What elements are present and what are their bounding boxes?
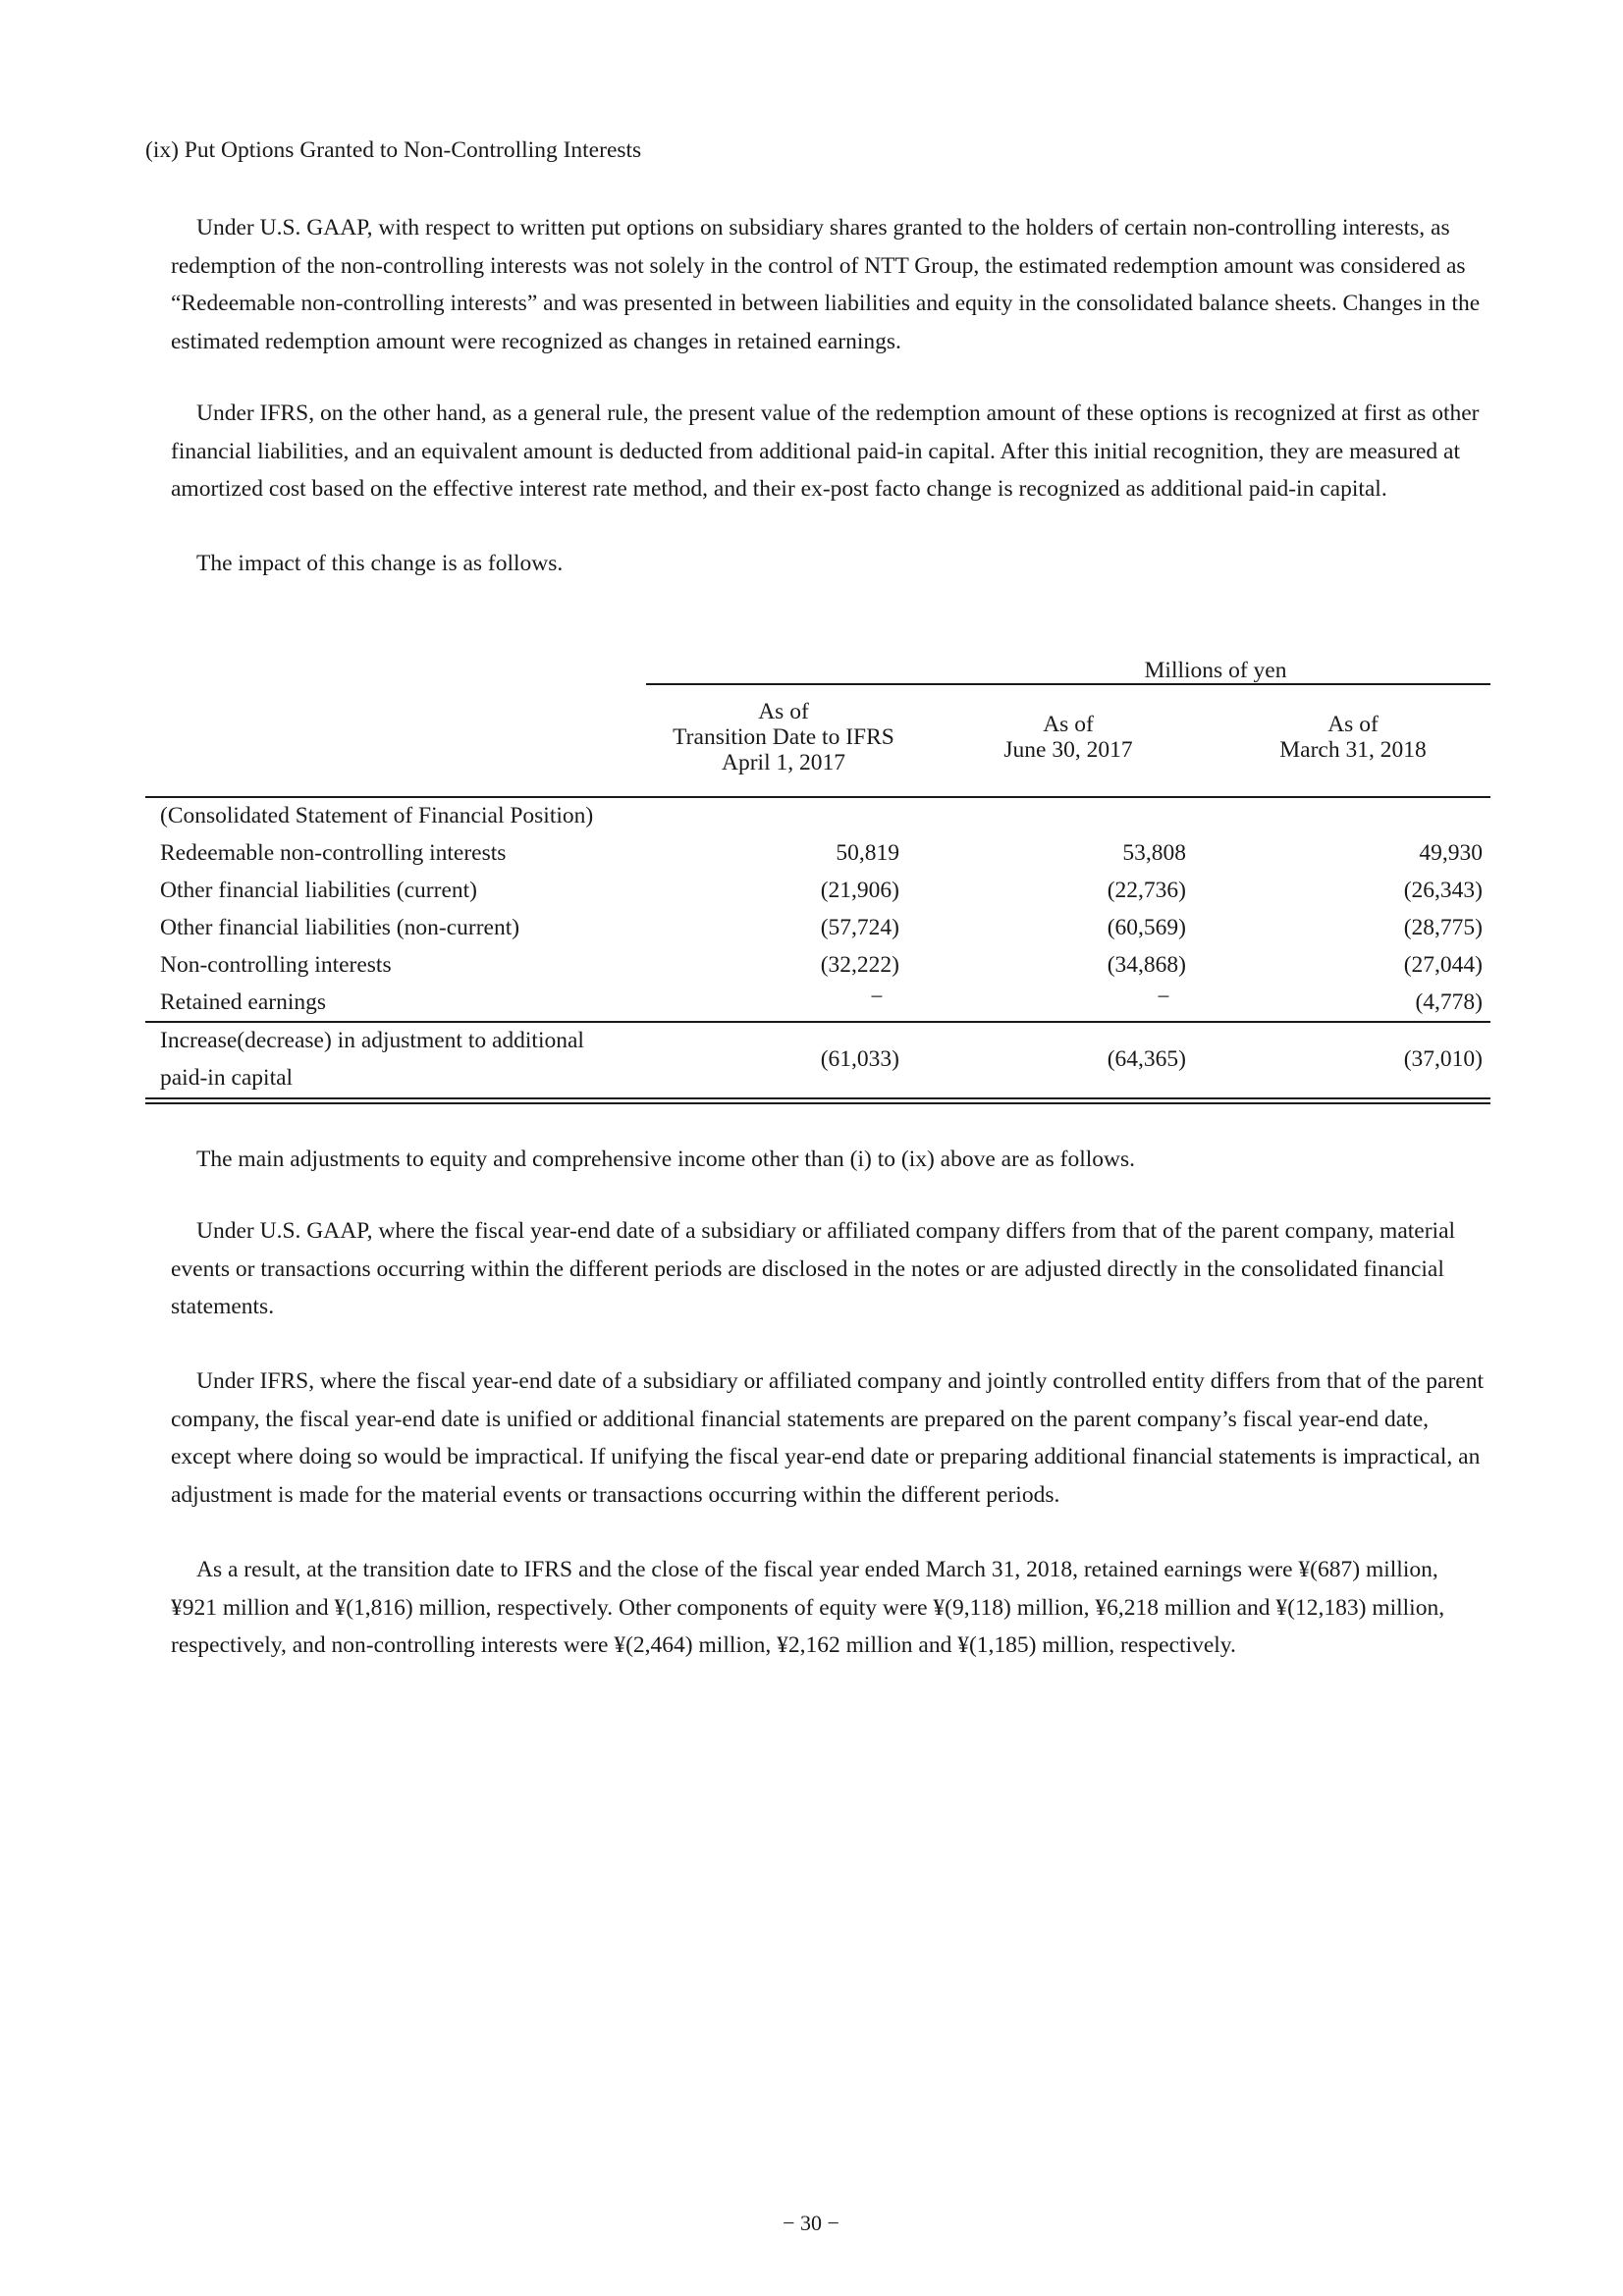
page-number: − 30 −	[783, 2211, 839, 2235]
cell-value: (26,343)	[1403, 878, 1483, 903]
cell-value: (22,736)	[1107, 878, 1186, 903]
column-header-transition: As of Transition Date to IFRS April 1, 2017	[673, 699, 894, 775]
cell-value: (28,775)	[1403, 915, 1483, 940]
paragraph-us-gaap-put-options: Under U.S. GAAP, with respect to written put options on subsidiary shares granted to the holders of certain non-controlling interests, as redemption of the non-controlling interests was not solely in the control of NTT Group, the estimated redemption amount was considered as “Redeemable non-controlling interests” and was presented in between liabilities and equity in the consolidated balance sheets. Changes in the estimated redemption amount were recognized as changes in retained earnings.	[171, 215, 1481, 354]
unit-rule	[646, 683, 1490, 685]
cell-value: −	[1157, 985, 1170, 1010]
cell-value: 53,808	[1122, 840, 1186, 866]
row-label: Other financial liabilities (current)	[160, 878, 477, 903]
paragraph-ifrs-fiscal-year: Under IFRS, where the fiscal year-end date of a subsidiary or affiliated company and jointly controlled entity differs from that of the parent company, the fiscal year-end date is unified or additional financial statements are prepared on the parent company’s fiscal year-end date, except where doing so would be impractical. If unifying the fiscal year-end date or preparing additional financial statements is impractical, an adjustment is made for the material events or transactions occurring within the different periods.	[171, 1368, 1484, 1508]
cell-value: (64,365)	[1107, 1046, 1186, 1072]
cell-value: (32,222)	[820, 952, 899, 978]
cell-value: (60,569)	[1107, 915, 1186, 940]
column-header-march-2018: As of March 31, 2018	[1279, 712, 1427, 763]
paragraph-us-gaap-fiscal-year: Under U.S. GAAP, where the fiscal year-end date of a subsidiary or affiliated company differs from that of the parent company, material events or transactions occurring within the different periods are disclosed in the notes or are adjusted directly in the consolidated financial statements.	[171, 1218, 1456, 1319]
table-unit-label: Millions of yen	[1144, 658, 1287, 683]
row-label: Non-controlling interests	[160, 952, 392, 978]
cell-value: 49,930	[1419, 840, 1483, 866]
total-row-label-line-2: paid-in capital	[160, 1065, 294, 1091]
cell-value: (37,010)	[1403, 1046, 1483, 1072]
cell-value: (27,044)	[1403, 952, 1483, 978]
cell-value: (34,868)	[1107, 952, 1186, 978]
paragraph-result: As a result, at the transition date to IFRS and the close of the fiscal year ended March 31, 2018, retained earnings were ¥(687) million, ¥921 million and ¥(1,816) million, respectively. Other components of equity were ¥(9,118) million, ¥6,218 million and ¥(12,183) million, respectively, and non-controlling interests were ¥(2,464) million, ¥2,162 million and ¥(1,185) million, respectively.	[171, 1557, 1445, 1658]
paragraph-main-adjustments: The main adjustments to equity and comprehensive income other than (i) to (ix) above are as follows.	[196, 1147, 1136, 1172]
row-label: Retained earnings	[160, 989, 327, 1015]
row-label: Other financial liabilities (non-current)	[160, 915, 520, 940]
row-label: Redeemable non-controlling interests	[160, 840, 507, 866]
cell-value: (4,778)	[1415, 989, 1483, 1015]
double-rule-bottom	[145, 1102, 1490, 1104]
column-header-june-2017: As of June 30, 2017	[1003, 712, 1133, 763]
cell-value: (57,724)	[820, 915, 899, 940]
cell-value: −	[870, 985, 884, 1010]
impact-table	[145, 648, 1490, 1105]
cell-value: (21,906)	[820, 878, 899, 903]
cell-value: (61,033)	[820, 1046, 899, 1072]
paragraph-ifrs-put-options: Under IFRS, on the other hand, as a general rule, the present value of the redemption amount of these options is recognized at first as other financial liabilities, and an equivalent amount is deducted from additional paid-in capital. After this initial recognition, they are measured at amortized cost based on the effective interest rate method, and their ex-post facto change is recognized as additional paid-in capital.	[171, 400, 1480, 502]
paragraph-impact-intro: The impact of this change is as follows.	[196, 551, 564, 576]
cell-value: 50,819	[836, 840, 899, 866]
header-rule	[145, 796, 1490, 798]
total-row-label-line-1: Increase(decrease) in adjustment to additional	[160, 1028, 584, 1053]
subtotal-rule	[145, 1021, 1490, 1023]
section-heading: (ix) Put Options Granted to Non-Controlling Interests	[145, 137, 642, 163]
double-rule-top	[145, 1097, 1490, 1099]
table-section-label: (Consolidated Statement of Financial Position)	[160, 803, 594, 828]
